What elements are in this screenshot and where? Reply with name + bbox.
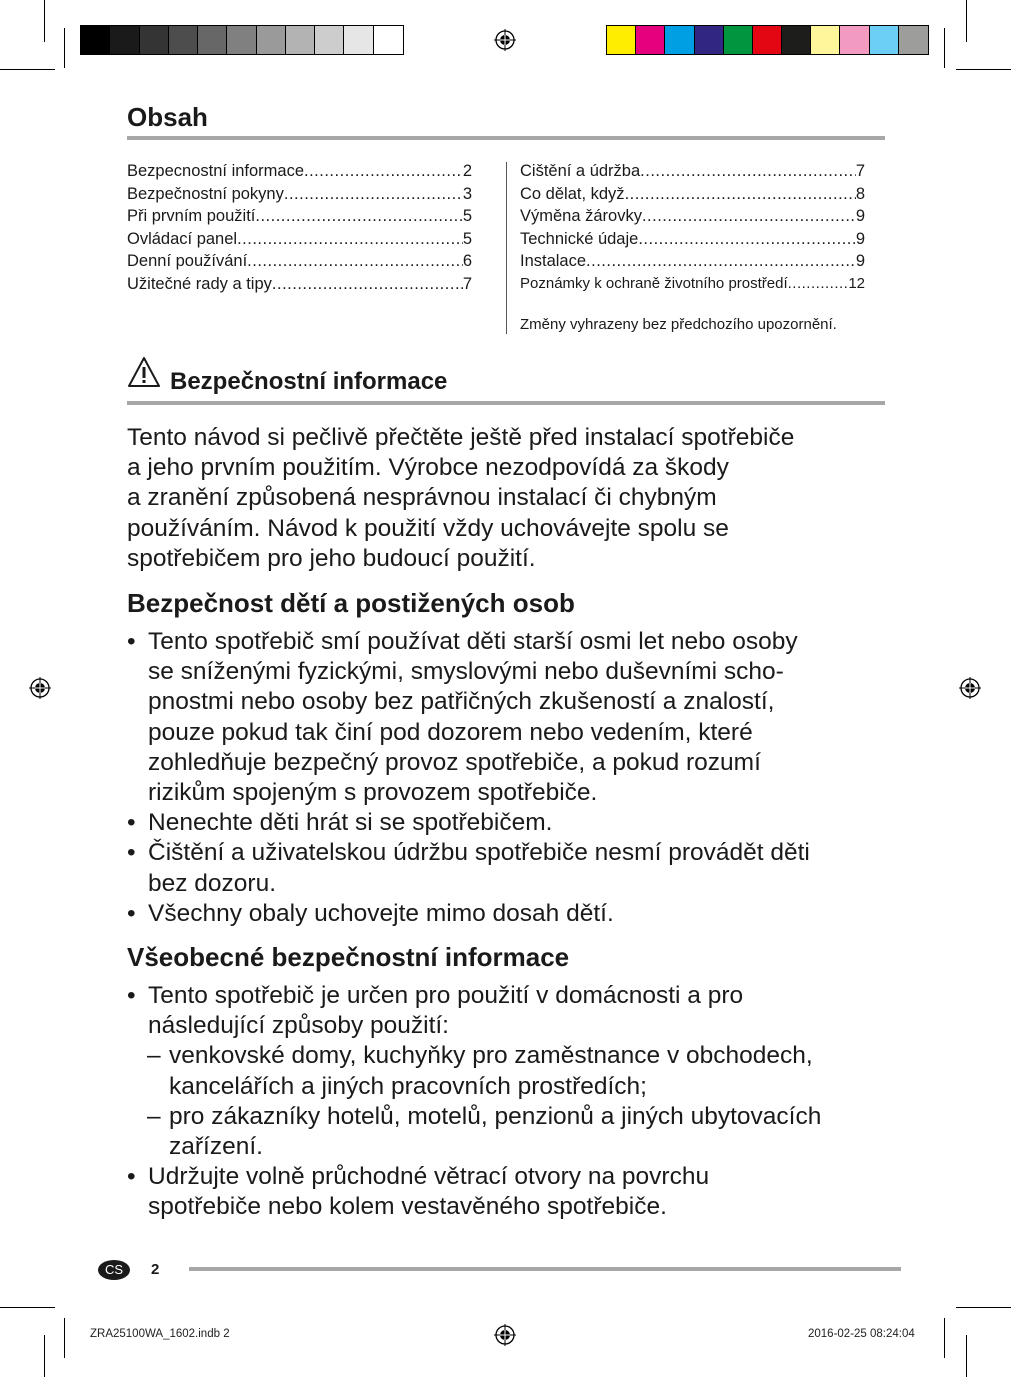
- bullet-marker: •: [127, 628, 136, 655]
- toc-entry-page: 5: [462, 207, 472, 225]
- registration-mark-icon: [29, 677, 51, 699]
- bullet-line: Tento spotřebič smí používat děti starší osmi let nebo osoby: [148, 628, 798, 655]
- toc-entry-label: Výměna žárovky: [520, 207, 642, 225]
- crop-mark: [944, 1318, 945, 1358]
- children-title: Bezpečnost dětí a postižených osob: [127, 588, 575, 618]
- toc-entry: [127, 273, 472, 296]
- bullet-line: zohledňuje bezpečný provoz spotřebiče, a pokud rozumí: [148, 748, 761, 776]
- color-swatch: [374, 26, 403, 54]
- toc-leader-dots: [247, 250, 463, 273]
- toc-entry-label: Užitečné rady a tipy: [127, 274, 272, 293]
- slug-filename: ZRA25100WA_1602.indb 2: [90, 1328, 230, 1340]
- toc-leader-dots: [255, 205, 462, 228]
- toc-leader-dots: [638, 228, 855, 251]
- toc-entry: [520, 250, 865, 273]
- bullet-item: [127, 981, 927, 1041]
- intro-line: používáním. Návod k použití vždy uchovávejte spolu se: [127, 514, 729, 542]
- toc-entry-page: 9: [855, 252, 865, 270]
- dash-marker: –: [147, 1042, 161, 1070]
- dash-item: [127, 1102, 927, 1162]
- safety-title: Bezpečnostní informace: [170, 368, 448, 395]
- page-number: 2: [151, 1261, 160, 1278]
- general-title: Všeobecné bezpečnostní informace: [127, 942, 570, 972]
- toc-leader-dots: [304, 160, 463, 183]
- toc-leader-dots: [272, 273, 463, 296]
- toc-entry-label: Denní používání: [127, 252, 248, 270]
- color-swatch: [870, 26, 899, 54]
- toc-divider: [506, 162, 507, 334]
- color-swatch: [636, 26, 665, 54]
- color-swatch: [899, 26, 928, 54]
- intro-line: a zranění způsobená nesprávnou instalací či chybným: [127, 484, 717, 512]
- bullet-line: Udržujte volně průchodné větrací otvory na povrchu: [148, 1163, 710, 1191]
- color-swatch: [782, 26, 811, 54]
- bullet-marker: •: [127, 809, 136, 837]
- crop-mark: [956, 1307, 1011, 1308]
- toc-entry-label: Ovládací panel: [127, 229, 238, 248]
- dash-line: venkovské domy, kuchyňky pro zaměstnance v obchodech,: [169, 1042, 813, 1070]
- toc-entry-page: 2: [462, 162, 472, 180]
- color-swatch: [811, 26, 840, 54]
- toc-leader-dots: [237, 228, 463, 251]
- toc-entry-page: 8: [855, 184, 865, 203]
- bullet-line: pnostmi nebo osoby bez patřičných zkušeností a znalostí,: [148, 688, 775, 716]
- toc-leader-dots: [642, 205, 856, 228]
- general-bullet-list: [127, 981, 927, 1223]
- toc-entry: [127, 160, 472, 183]
- color-calibration-bar: [606, 25, 929, 55]
- color-swatch: [344, 26, 373, 54]
- bullet-marker: •: [127, 1163, 136, 1191]
- intro-line: a jeho prvním použitím. Výrobce nezodpovídá za škody: [127, 454, 729, 482]
- color-swatch: [110, 26, 139, 54]
- safety-intro: [127, 423, 907, 574]
- color-swatch: [753, 26, 782, 54]
- crop-mark: [44, 0, 45, 42]
- toc-entry-page: 7: [855, 162, 865, 180]
- toc-entry: [127, 183, 472, 206]
- color-swatch: [840, 26, 869, 54]
- bullet-item: [127, 899, 927, 929]
- toc-entry-page: 9: [855, 229, 865, 248]
- registration-mark-icon: [959, 677, 981, 699]
- crop-mark: [944, 28, 945, 68]
- intro-line: Tento návod si pečlivě přečtěte ještě před instalací spotřebiče: [127, 424, 795, 451]
- toc-entry-label: Při prvním použití: [127, 207, 256, 225]
- bullet-line: následující způsoby použití:: [148, 1012, 449, 1040]
- dash-marker: –: [147, 1102, 161, 1130]
- toc-leader-dots: [586, 250, 856, 273]
- children-bullet-list: [127, 627, 927, 929]
- toc-leader-dots: [625, 183, 856, 206]
- color-swatch: [257, 26, 286, 54]
- color-swatch: [140, 26, 169, 54]
- crop-mark: [44, 1335, 45, 1377]
- toc-entry-page: 7: [462, 274, 472, 293]
- toc-leader-dots: [284, 183, 463, 206]
- toc-entry-label: Bezpečnostní pokyny: [127, 184, 284, 203]
- crop-mark: [0, 1307, 55, 1308]
- toc-right-column: [520, 160, 865, 295]
- toc-entry: [520, 228, 865, 251]
- intro-line: spotřebičem pro jeho budoucí použití.: [127, 544, 536, 572]
- bullet-line: pouze pokud tak činí pod dozorem nebo vedením, které: [148, 718, 753, 746]
- registration-mark-icon: [494, 1324, 516, 1346]
- language-badge-label: CS: [104, 1262, 124, 1277]
- toc-entry: [127, 250, 472, 273]
- toc-entry-label: Co dělat, když: [520, 184, 625, 203]
- color-swatch: [227, 26, 256, 54]
- toc-entry-page: 6: [462, 252, 472, 270]
- color-swatch: [169, 26, 198, 54]
- crop-mark: [0, 69, 55, 70]
- toc-entry-page: 3: [462, 184, 472, 203]
- color-swatch: [607, 26, 636, 54]
- dash-line: pro zákazníky hotelů, motelů, penzionů a jiných ubytovacích: [169, 1102, 822, 1130]
- crop-mark: [966, 0, 967, 42]
- bullet-line: rizikům spojeným s provozem spotřebiče.: [148, 779, 598, 807]
- toc-entry: [520, 183, 865, 206]
- color-swatch: [81, 26, 110, 54]
- toc-entry-label: Cištění a údržba: [520, 162, 641, 180]
- toc-leader-dots: [640, 160, 856, 183]
- bullet-item: [127, 627, 927, 808]
- bullet-item: [127, 808, 927, 838]
- registration-mark-icon: [494, 29, 516, 51]
- bullet-marker: •: [127, 899, 136, 927]
- toc-entry: [520, 273, 865, 296]
- toc-note: Změny vyhrazeny bez předchozího upozornění.: [520, 316, 837, 333]
- footer-rule: [189, 1267, 901, 1271]
- toc-entry-label: Poznámky k ochraně životního prostředí: [520, 274, 788, 292]
- color-swatch: [198, 26, 227, 54]
- color-swatch: [315, 26, 344, 54]
- toc-entry-label: Instalace: [520, 252, 587, 270]
- grayscale-calibration-bar: [80, 25, 404, 55]
- toc-entry: [520, 160, 865, 183]
- crop-mark: [966, 1335, 967, 1377]
- bullet-line: Nenechte děti hrát si se spotřebičem.: [148, 809, 553, 837]
- toc-entry-label: Technické údaje: [520, 229, 639, 248]
- bullet-marker: •: [127, 839, 136, 867]
- bullet-line: Tento spotřebič je určen pro použití v domácnosti a pro: [148, 982, 744, 1009]
- bullet-line: Čištění a uživatelskou údržbu spotřebiče nesmí provádět děti: [148, 839, 810, 867]
- dash-item: [127, 1041, 927, 1101]
- toc-leader-dots: [788, 273, 849, 296]
- dash-line: zařízení.: [169, 1133, 263, 1161]
- bullet-line: Všechny obaly uchovejte mimo dosah dětí.: [148, 899, 614, 927]
- crop-mark: [956, 69, 1011, 70]
- toc-rule: [127, 136, 885, 140]
- color-swatch: [724, 26, 753, 54]
- toc-entry-page: 5: [462, 229, 472, 248]
- bullet-line: se sníženými fyzickými, smyslovými nebo duševními scho-: [148, 658, 784, 686]
- slug-date: 2016-02-25 08:24:04: [808, 1328, 915, 1340]
- toc-entry-page: 9: [855, 207, 865, 225]
- toc-entry-label: Bezpecnostní informace: [127, 162, 305, 180]
- color-swatch: [286, 26, 315, 54]
- bullet-line: spotřebiče nebo kolem vestavěného spotřebiče.: [148, 1193, 667, 1221]
- bullet-line: bez dozoru.: [148, 869, 277, 897]
- crop-mark: [64, 1318, 65, 1358]
- toc-entry: [127, 228, 472, 251]
- toc-title: Obsah: [127, 102, 208, 132]
- toc-entry-page: 12: [848, 274, 865, 292]
- toc-entry: [127, 205, 472, 228]
- color-swatch: [695, 26, 724, 54]
- crop-mark: [64, 28, 65, 68]
- toc-entry: [520, 205, 865, 228]
- bullet-marker: •: [127, 982, 136, 1009]
- safety-rule: [127, 401, 885, 405]
- dash-line: kancelářích a jiných pracovních prostředích;: [169, 1072, 647, 1100]
- warning-icon: [127, 356, 161, 389]
- bullet-item: [127, 1162, 927, 1222]
- toc-left-column: [127, 160, 472, 295]
- bullet-item: [127, 838, 927, 898]
- color-swatch: [665, 26, 694, 54]
